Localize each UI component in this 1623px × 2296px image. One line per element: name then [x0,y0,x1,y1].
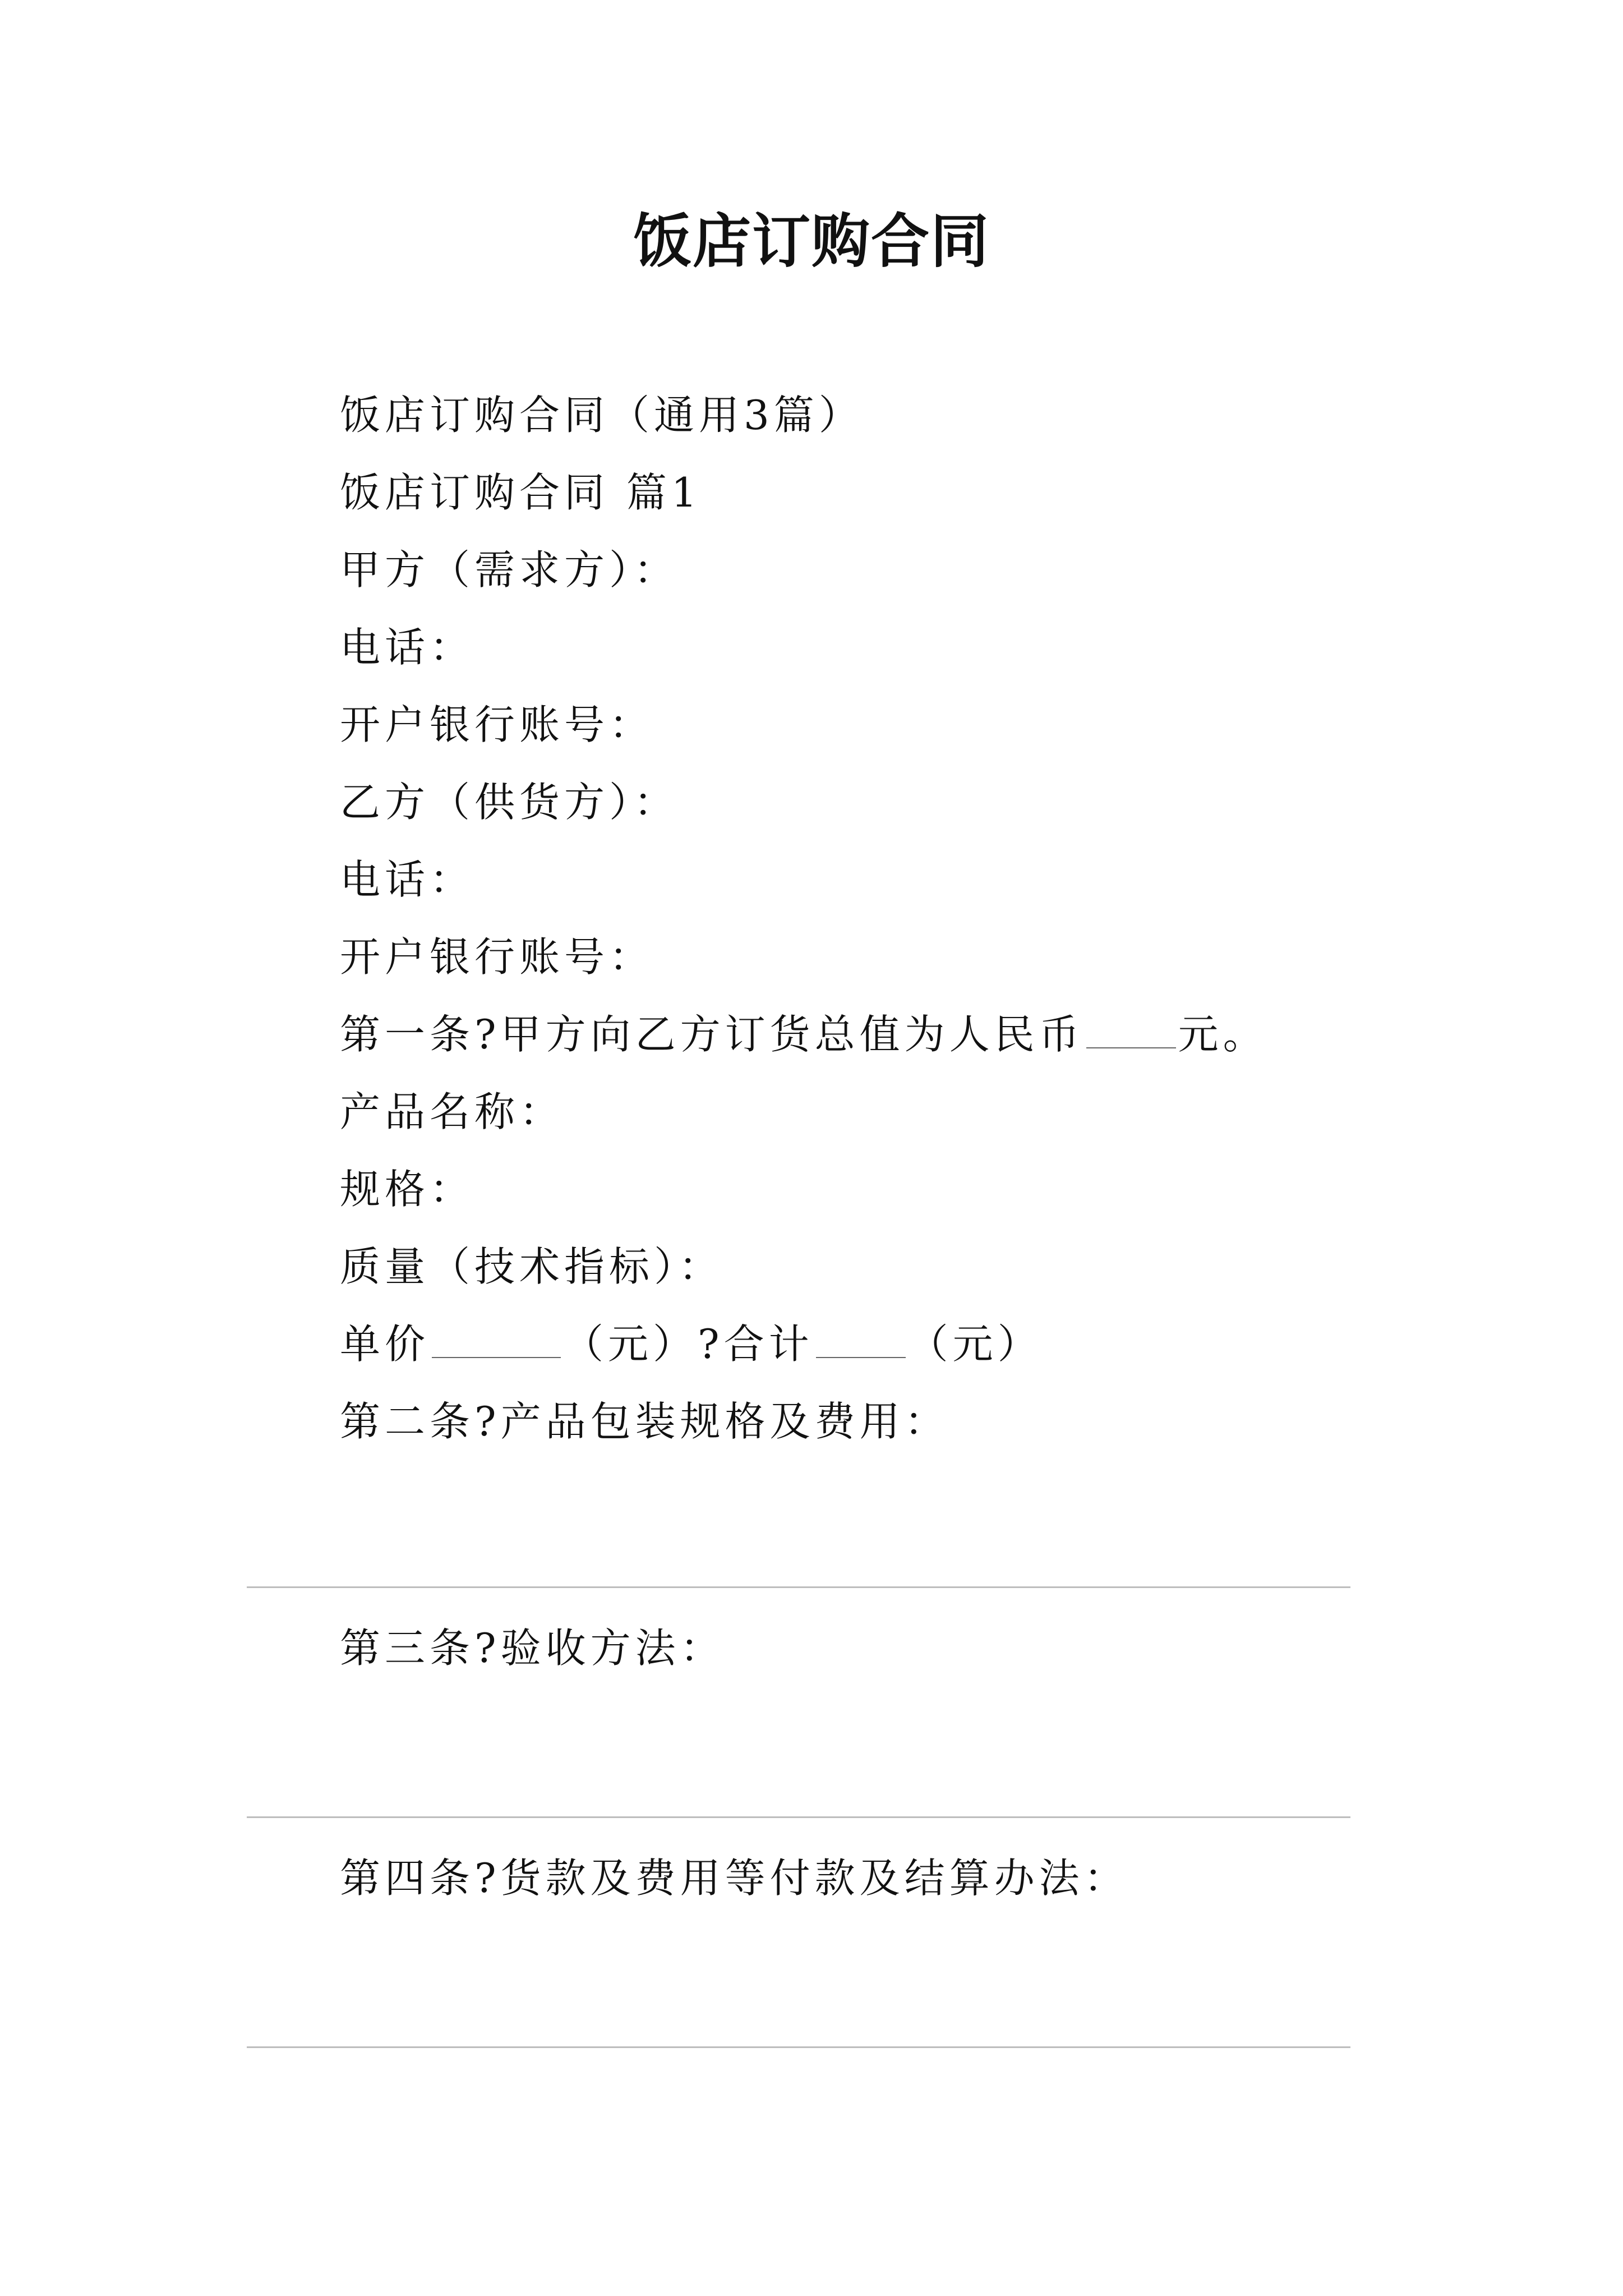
article-4: 第四条?货款及费用等付款及结算办法： [340,1855,1129,1902]
unit-price-suffix: （元） [907,1320,1043,1368]
unit-price-blank [432,1318,561,1358]
quality-label: 质量（技术指标）： [340,1243,724,1290]
spec-label: 规格： [340,1166,475,1213]
product-name-label: 产品名称： [340,1088,565,1135]
article-2-fill-line [247,1586,1350,1588]
article-4-fill-line [247,2046,1350,2048]
article-1-suffix: 元。 [1178,1011,1268,1058]
party-a-bank-label: 开户银行账号： [340,701,654,748]
unit-price-line [340,1316,1043,1372]
article-2: 第二条?产品包装规格及费用： [340,1398,949,1445]
article-1 [340,1006,1268,1062]
party-b-label: 乙方（供货方）： [340,779,679,826]
party-a-phone-label: 电话： [340,624,475,671]
subtitle: 饭店订购合同（通用3篇） [340,392,864,439]
total-blank [816,1318,906,1358]
document-title: 饭店订购合同 [633,206,990,275]
article-3-fill-line [247,1816,1350,1818]
party-b-bank-label: 开户银行账号： [340,933,654,981]
unit-price-label: 单价 [340,1320,430,1368]
article-3: 第三条?验收方法： [340,1625,725,1672]
party-a-label: 甲方（需求方）： [340,546,679,593]
total-amount-blank [1086,1008,1176,1048]
unit-price-mid: （元）?合计 [563,1320,814,1368]
party-b-phone-label: 电话： [340,856,475,903]
section-heading: 饭店订购合同 篇1 [340,469,702,516]
article-1-text: 第一条?甲方向乙方订货总值为人民币 [340,1011,1084,1058]
